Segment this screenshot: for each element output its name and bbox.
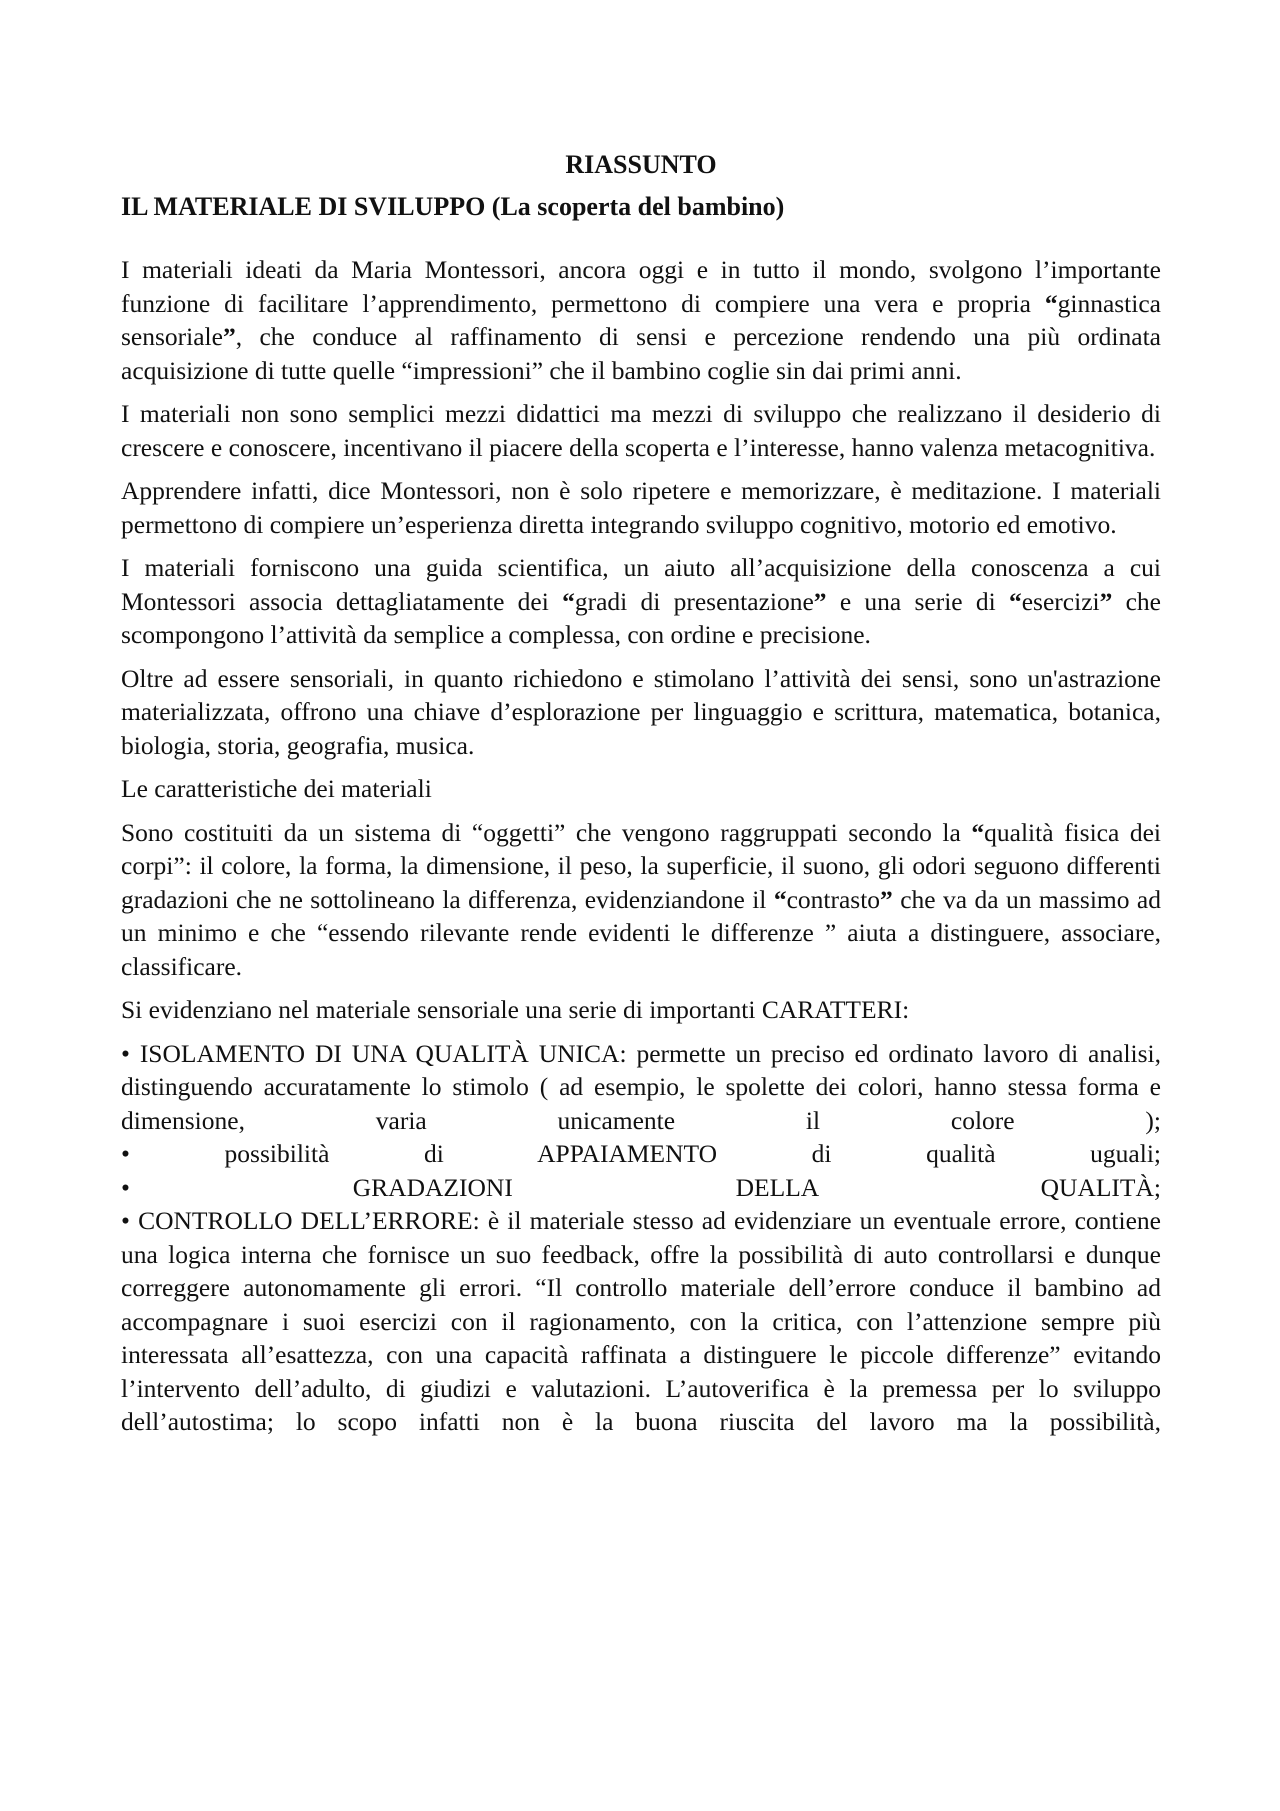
paragraph-6-text-e: contrasto [786,884,881,914]
paragraph-4-quote-close-2: ” [1099,586,1113,616]
paragraph-6 [121,816,1161,984]
paragraph-4-quote-close-1: ” [813,586,827,616]
paragraph-5: Oltre ad essere sensoriali, in quanto richiedono e stimolano l’attività dei sensi, sono un'astrazione materializzata, offrono una chiave d’esplorazione per linguaggio e scrittura, matematica, botanica, biologia, storia, geografia, musica. [121,663,1161,760]
paragraph-1-text-a: I materiali ideati da Maria Montessori, ancora oggi e in tutto il mondo, svolgono l’importante funzione di facilitare l’apprendimento, permettono di compiere una vera e propria [121,255,1161,318]
document-body [121,148,1161,1439]
section-heading: Le caratteristiche dei materiali [121,774,432,803]
paragraph-2: I materiali non sono semplici mezzi didattici ma mezzi di sviluppo che realizzano il desiderio di crescere e conoscere, incentivano il piacere della scoperta e l’interesse, hanno valenza metacognitiva. [121,399,1161,462]
paragraph-1-quote-open: “ [1044,288,1058,318]
paragraph-7: Si evidenziano nel materiale sensoriale una serie di importanti CARATTERI: [121,995,910,1024]
paragraph-4-text-g: esercizi [1021,586,1100,616]
bullet-item-controllo-errore: • CONTROLLO DELL’ERRORE: è il materiale stesso ad evidenziare un eventuale errore, contiene una logica interna che fornisce un suo feedback, offre la possibilità di auto controllarsi e dunque correggere autonomamente gli errori. “Il controllo materiale dell’errore conduce il bambino ad accompagnare i suoi esercizi con il ragionamento, con la critica, con l’attenzione sempre più interessata all’esattezza, con una capacità raffinata a distinguere le piccole differenze” evitando l’intervento dell’adulto, di giudizi e valutazioni. L’autoverifica è la premessa per lo sviluppo dell’autostima; lo scopo infatti non è la buona riuscita del lavoro ma la possibilità, [121,1206,1161,1436]
bullet-item-isolamento: • ISOLAMENTO DI UNA QUALITÀ UNICA: permette un preciso ed ordinato lavoro di analisi, distinguendo accuratamente lo stimolo ( ad esempio, le spolette dei colori, hanno stessa forma e dimensione, varia unicamente il colore ); [121,1038,1161,1135]
paragraph-6-quote-close-2: ” [880,884,893,914]
paragraph-1 [121,253,1161,387]
paragraph-6-quote-open-2: “ [773,884,787,914]
bullet-list [121,1037,1161,1439]
paragraph-4-quote-open-2: “ [1008,586,1022,616]
paragraph-4 [121,551,1161,652]
paragraph-4-text-c: gradi di presentazione [574,586,814,616]
bullet-item-gradazioni: • GRADAZIONI DELLA QUALITÀ; [121,1172,1161,1202]
bullet-item-appaiamento: • possibilità di APPAIAMENTO di qualità uguali; [121,1139,1161,1168]
paragraph-1-text-e: , che conduce al raffinamento di sensi e percezione rendendo una più ordinata acquisizione di tutte quelle “impressioni” che il bambino coglie sin dai primi anni. [121,322,1161,385]
paragraph-1-text-c: ginnastica sensoriale [121,288,1161,351]
paragraph-6-text-a: Sono costituiti da un sistema di “oggetti” che vengono raggruppati secondo la [121,817,972,847]
paragraph-4-text-i: che scompongono l’attività da semplice a complessa, con ordine e precisione. [121,586,1161,649]
paragraph-4-text-e: e una serie di [826,586,1009,616]
paragraph-4-text-a: I materiali forniscono una guida scientifica, un aiuto all’acquisizione della conoscenza a cui Montessori associa dettagliatamente dei [121,553,1161,616]
paragraph-1-quote-close: ” [222,322,236,351]
paragraph-3: Apprendere infatti, dice Montessori, non è solo ripetere e memorizzare, è meditazione. I materiali permettono di compiere un’esperienza diretta integrando sviluppo cognitivo, motorio ed emotivo. [121,476,1161,539]
document-subtitle: IL MATERIALE DI SVILUPPO (La scoperta del bambino) [121,191,785,221]
paragraph-6-text-g: che va da un massimo ad un minimo e che “essendo rilevante rende evidenti le differenze ” aiuta a distinguere, associare, classificare. [121,884,1161,981]
paragraph-6-text-c: qualità fisica dei corpi”: il colore, la forma, la dimensione, il peso, la superficie, il suono, gli odori seguono differenti gradazioni che ne sottolineano la differenza, evidenziandone il [121,817,1161,914]
paragraph-6-quote-open-1: “ [971,817,985,847]
document-title: RIASSUNTO [565,150,717,179]
paragraph-4-quote-open-1: “ [562,586,575,616]
